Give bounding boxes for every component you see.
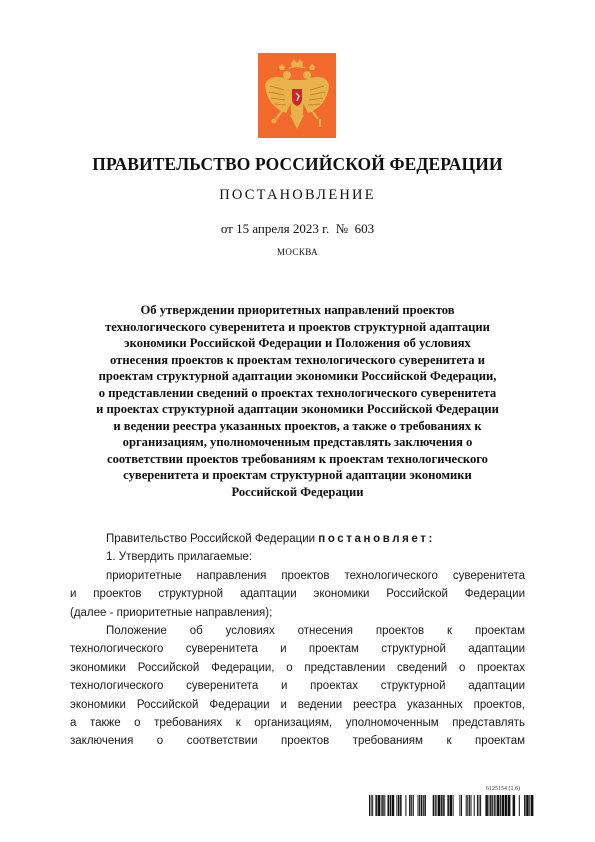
- barcode-bar: [495, 795, 496, 816]
- government-title: ПРАВИТЕЛЬСТВО РОССИЙСКОЙ ФЕДЕРАЦИИ: [92, 154, 503, 174]
- document-city: МОСКВА: [277, 247, 318, 257]
- subject-line: о представлении сведений о проектах технологического суверенитета: [98, 385, 497, 400]
- barcode-bar: [480, 795, 481, 816]
- document-type: ПОСТАНОВЛЕНИЕ: [219, 187, 376, 203]
- barcode-bar: [378, 795, 381, 816]
- paragraph-line: экономики Российской Федерации и ведении реестра указанных проектов,: [70, 698, 525, 711]
- barcode-bar: [508, 795, 511, 816]
- subject-line: и проектах структурной адаптации экономики Российской Федерации: [96, 402, 499, 416]
- barcode-bar: [438, 795, 441, 816]
- paragraph-line: и проектов структурной адаптации экономики Российской Федерации: [70, 588, 525, 601]
- subject-line: соответствии проектов требованиям к проектам технологического: [107, 451, 488, 466]
- barcode-bar: [405, 795, 406, 816]
- subject-line: технологического суверенитета и проектов структурной адаптации: [105, 319, 490, 334]
- paragraph-line: (далее - приоритетные направления);: [70, 606, 273, 619]
- barcode-bar: [411, 795, 412, 816]
- barcode-bar: [492, 795, 493, 816]
- barcode: [369, 795, 534, 816]
- barcode-bar: [441, 795, 443, 816]
- barcode-bar: [466, 795, 467, 816]
- barcode-bar: [369, 795, 370, 816]
- barcode-bar: [505, 795, 508, 816]
- barcode-bar: [526, 795, 529, 816]
- barcode-bar: [513, 795, 516, 816]
- barcode-bar: [443, 795, 445, 816]
- barcode-bar: [419, 795, 420, 816]
- barcode-bar: [502, 795, 505, 816]
- barcode-bar: [489, 795, 490, 816]
- resolves-word: постановляет:: [318, 533, 435, 545]
- subject-line: Об утверждении приоритетных направлений проектов: [140, 303, 455, 317]
- barcode-bar: [384, 795, 385, 816]
- barcode-bar: [433, 795, 435, 816]
- barcode-bar: [494, 795, 495, 816]
- barcode-bar: [450, 795, 453, 816]
- resolution-intro: [70, 530, 525, 548]
- barcode-bar: [524, 795, 526, 816]
- barcode-bar: [390, 795, 392, 816]
- subject-line: Российской Федерации: [231, 484, 364, 499]
- barcode-bar: [435, 795, 436, 816]
- subject-line: экономики Российской Федерации и Положения об условиях: [124, 336, 471, 350]
- barcode-bar: [467, 795, 468, 816]
- barcode-bar: [413, 795, 414, 816]
- barcode-bar: [392, 795, 395, 816]
- paragraph-line: экономики Российской Федерации, о представлении сведений о проектах: [70, 661, 525, 674]
- barcode-bar: [531, 795, 534, 816]
- paragraph-line: приоритетные направления проектов технологического суверенитета: [106, 569, 525, 582]
- barcode-bar: [382, 795, 384, 816]
- barcode-bar: [396, 795, 397, 816]
- barcode-bar: [418, 795, 419, 816]
- document-body: [70, 530, 525, 751]
- paragraph-line: заключения о соответствии проектов требованиям к проектам: [70, 735, 525, 748]
- barcode-bar: [459, 795, 460, 816]
- barcode-bar: [479, 795, 480, 816]
- subject-line: суверенитета и проектам структурной адаптации экономики: [123, 468, 472, 482]
- barcode-bar: [421, 795, 423, 816]
- barcode-bar: [477, 795, 478, 816]
- barcode-bar: [497, 795, 500, 816]
- barcode-bar: [381, 795, 382, 816]
- document-date-number: от 15 апреля 2023 г. № 603: [220, 221, 375, 236]
- barcode-number: 6125154 (1.6): [486, 786, 520, 792]
- subject-line: проектам структурной адаптации экономики Российской Федерации,: [98, 369, 497, 383]
- barcode-bar: [398, 795, 400, 816]
- subject-line: отнесения проектов к проектам технологического суверенитета и: [110, 352, 485, 367]
- barcode-bar: [469, 795, 470, 816]
- barcode-bar: [500, 795, 501, 816]
- barcode-bar: [409, 795, 411, 816]
- barcode-bar: [490, 795, 492, 816]
- paragraph-line: технологического суверенитета и проектам структурной адаптации: [70, 643, 525, 656]
- barcode-bar: [461, 795, 462, 816]
- barcode-bar: [372, 795, 373, 816]
- intro-text: Правительство Российской Федерации: [106, 533, 319, 545]
- barcode-bar: [400, 795, 402, 816]
- barcode-bar: [519, 795, 520, 816]
- barcode-bar: [485, 795, 488, 816]
- subject-line: организациям, уполномоченным представлять заключения о: [122, 435, 473, 449]
- barcode-bar: [474, 795, 475, 816]
- barcode-bar: [471, 795, 472, 816]
- paragraph-line: технологического суверенитета и проектах структурной адаптации: [70, 680, 525, 693]
- barcode-bar: [375, 795, 377, 816]
- barcode-bar: [371, 795, 372, 816]
- barcode-bar: [423, 795, 424, 816]
- document-subject: [60, 302, 535, 500]
- paragraph-line: а также о требованиях к организациям, уполномоченным представлять: [70, 716, 525, 729]
- barcode-bar: [453, 795, 454, 816]
- subject-line: и ведении реестра указанных проектов, а также о требованиях к: [113, 418, 482, 433]
- item-1: 1. Утвердить прилагаемые:: [106, 551, 253, 564]
- paragraph-line: Положение об условиях отнесения проектов к проектам: [106, 625, 525, 637]
- russian-coat-of-arms-icon: [258, 53, 336, 138]
- barcode-bar: [388, 795, 390, 816]
- barcode-bar: [529, 795, 530, 816]
- barcode-bar: [447, 795, 449, 816]
- barcode-bar: [424, 795, 426, 816]
- barcode-bar: [436, 795, 437, 816]
